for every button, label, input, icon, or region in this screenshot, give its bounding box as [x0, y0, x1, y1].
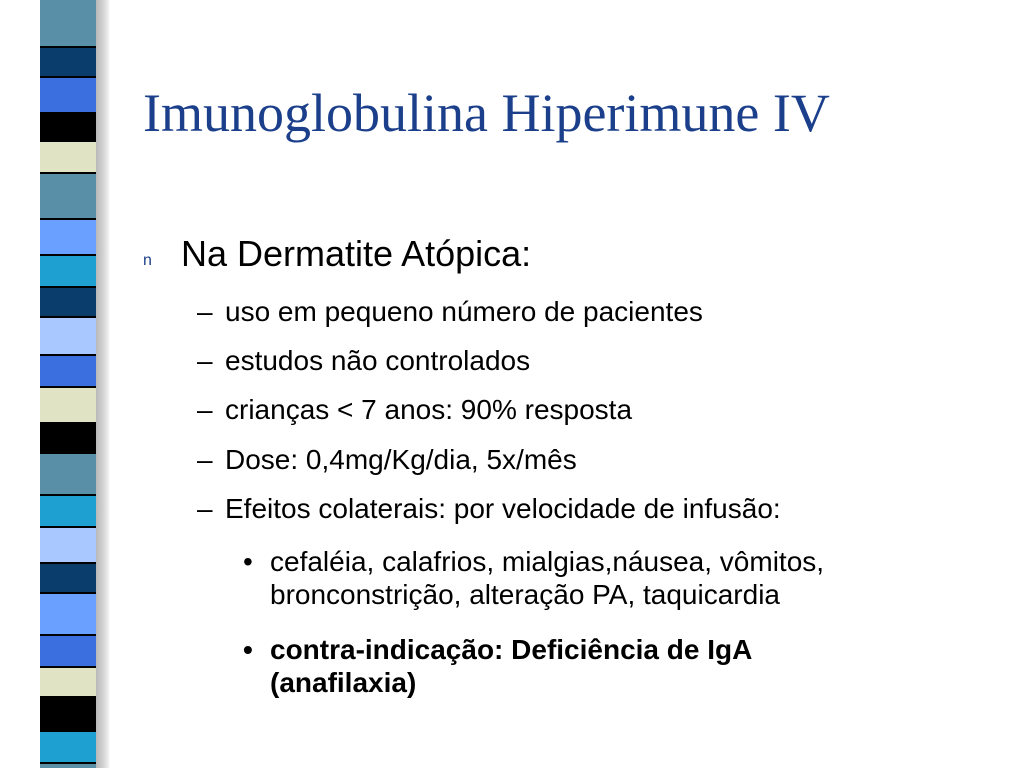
level3-item — [243, 545, 990, 611]
stripe-band — [40, 0, 96, 768]
level2-item — [197, 345, 530, 377]
level2-item — [197, 493, 781, 525]
dash-bullet: – — [197, 345, 213, 376]
level3-line: contra-indicação: Deficiência de IgA — [270, 634, 753, 665]
level2-text: crianças < 7 anos: 90% resposta — [225, 394, 633, 425]
stripe-block — [40, 220, 96, 254]
level1-item: Na Dermatite Atópica: — [181, 233, 532, 274]
dash-bullet: – — [197, 493, 213, 524]
stripe-block — [40, 454, 96, 494]
stripe-block — [40, 698, 96, 730]
dash-bullet: – — [197, 394, 213, 425]
level2-item — [197, 444, 577, 476]
stripe-block — [40, 356, 96, 386]
stripe-block — [40, 732, 96, 762]
stripe-block — [40, 78, 96, 112]
slide-title: Imunoglobulina Hiperimune IV — [143, 83, 830, 143]
stripe-block — [40, 424, 96, 452]
stripe-block — [40, 388, 96, 422]
dash-bullet: – — [197, 444, 213, 475]
stripe-block — [40, 48, 96, 76]
stripe-block — [40, 594, 96, 634]
level2-text: estudos não controlados — [225, 345, 531, 376]
stripe-block — [40, 114, 96, 140]
stripe-block — [40, 288, 96, 316]
level2-text: uso em pequeno número de pacientes — [225, 296, 703, 327]
stripe-block — [40, 256, 96, 286]
square-bullet-icon: n — [143, 252, 152, 269]
level2-item — [197, 296, 703, 328]
dot-bullet: • — [243, 546, 253, 577]
level3-line: cefaléia, calafrios, mialgias,náusea, vômitos, — [270, 546, 825, 577]
stripe-block — [40, 142, 96, 172]
stripe-block — [40, 496, 96, 526]
level2-item — [197, 394, 632, 426]
level2-text: Efeitos colaterais: por velocidade de infusão: — [225, 493, 781, 524]
stripe-block — [40, 564, 96, 592]
stripe-block — [40, 174, 96, 218]
stripe-block — [40, 528, 96, 562]
level2-text: Dose: 0,4mg/Kg/dia, 5x/mês — [225, 444, 577, 475]
dot-bullet: • — [243, 634, 253, 665]
level3-line: (anafilaxia) — [270, 667, 417, 698]
dash-bullet: – — [197, 296, 213, 327]
stripe-block — [40, 0, 96, 46]
stripe-block — [40, 636, 96, 666]
stripe-block — [40, 318, 96, 354]
decorative-stripe — [0, 0, 120, 768]
stripe-block — [40, 764, 96, 768]
level3-item-emphasis — [243, 633, 990, 699]
stripe-block — [40, 668, 96, 696]
stripe-shadow — [96, 0, 110, 768]
level3-line: bronconstrição, alteração PA, taquicardia — [270, 579, 780, 610]
